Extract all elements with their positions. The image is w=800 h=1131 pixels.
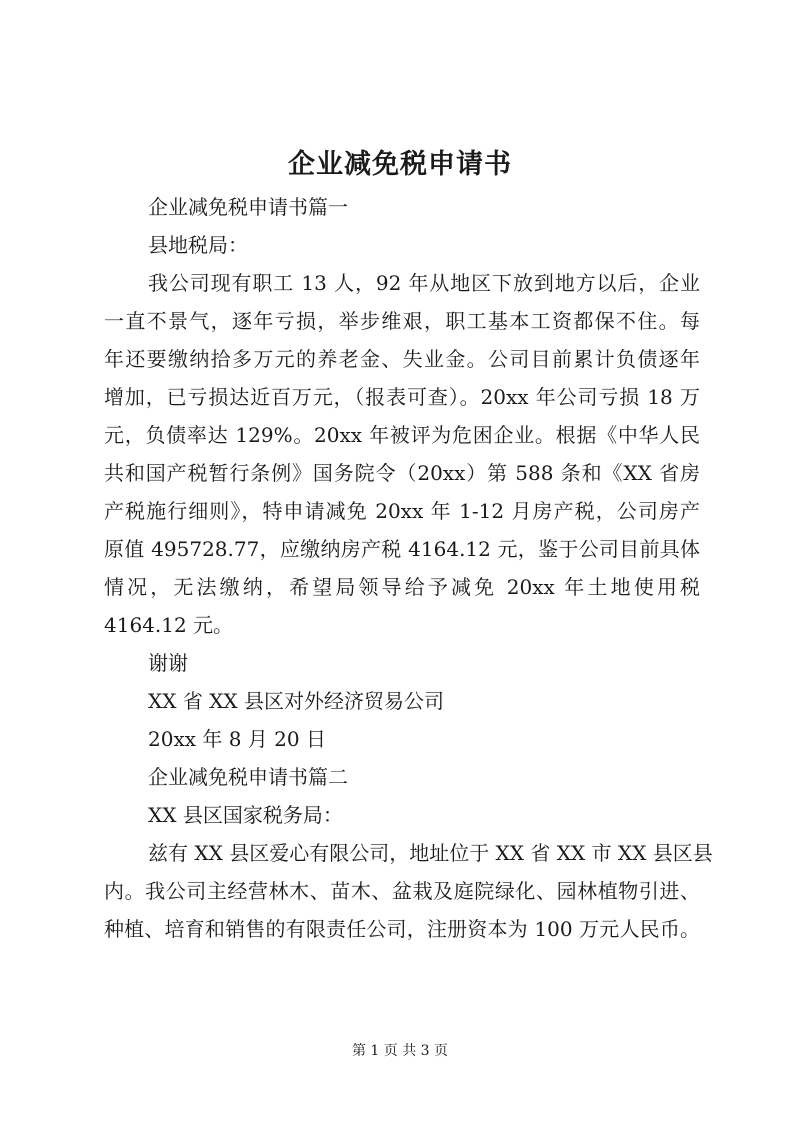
text-line: 一直不景气，逐年亏损，举步维艰，职工基本工资都保不住。每 (104, 309, 700, 333)
text-line: 企业减免税申请书篇一 (148, 195, 348, 219)
text-line: 种植、培育和销售的有限责任公司，注册资本为 100 万元人民币。 (104, 917, 700, 941)
text-line: 情况，无法缴纳，希望局领导给予减免 20xx 年土地使用税 (104, 575, 700, 599)
document-title: 企业减免税申请书 (288, 149, 512, 180)
text-line: 我公司现有职工 13 人，92 年从地区下放到地方以后，企业 (148, 271, 700, 295)
text-line: 年还要缴纳拾多万元的养老金、失业金。公司目前累计负债逐年 (104, 347, 700, 371)
text-line: 4164.12 元。 (104, 613, 234, 637)
text-line: 县地税局： (148, 233, 248, 257)
text-line: 内。我公司主经营林木、苗木、盆栽及庭院绿化、园林植物引进、 (104, 879, 700, 903)
text-line: 增加，已亏损达近百万元，（报表可查）。20xx 年公司亏损 18 万 (104, 385, 700, 409)
text-line: 谢谢 (148, 651, 188, 675)
text-line: 共和国产税暂行条例》国务院令（20xx）第 588 条和《XX 省房 (104, 461, 700, 485)
page-footer: 第 1 页 共 3 页 (351, 1043, 449, 1059)
document-body (104, 188, 713, 948)
text-line: XX 县区国家税务局： (148, 803, 343, 827)
text-line: 企业减免税申请书篇二 (148, 765, 348, 789)
text-line: XX 省 XX 县区对外经济贸易公司 (148, 689, 445, 713)
text-line: 20xx 年 8 月 20 日 (148, 727, 326, 751)
text-line: 产税施行细则》，特申请减免 20xx 年 1-12 月房产税，公司房产 (104, 499, 700, 523)
text-line: 元，负债率达 129%。20xx 年被评为危困企业。根据《中华人民 (104, 423, 700, 447)
text-line: 原值 495728.77，应缴纳房产税 4164.12 元，鉴于公司目前具体 (104, 537, 700, 561)
text-line: 兹有 XX 县区爱心有限公司，地址位于 XX 省 XX 市 XX 县区县 (148, 841, 713, 865)
